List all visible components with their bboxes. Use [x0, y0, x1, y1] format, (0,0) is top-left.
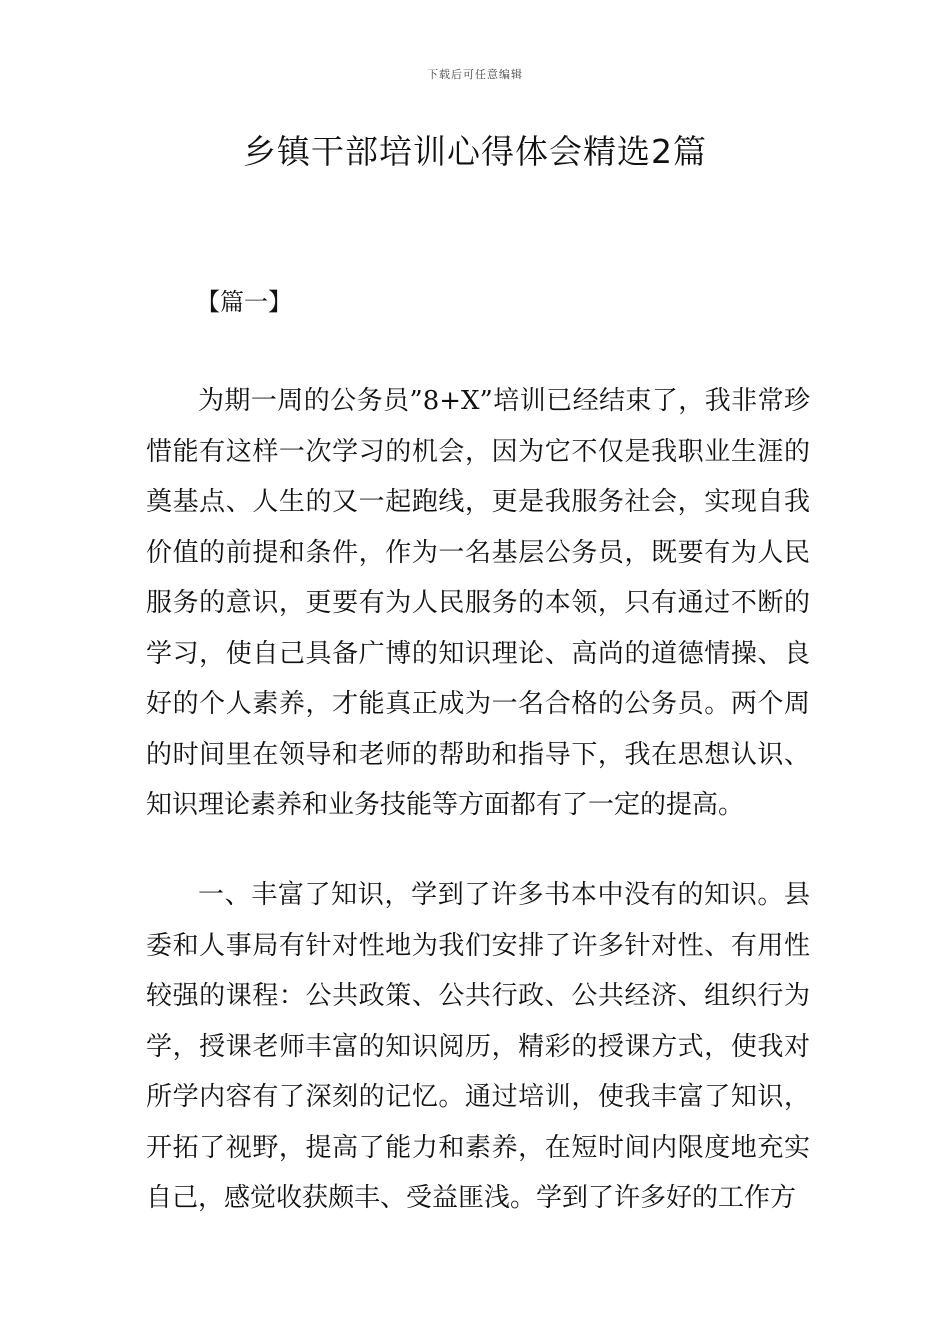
body-paragraph: 一、丰富了知识，学到了许多书本中没有的知识。县委和人事局有针对性地为我们安排了许多针对性、有用性较强的课程：公共政策、公共行政、公共经济、组织行为学，授课老师丰富的知识阅历，精彩的授课方式，使我对所学内容有了深刻的记忆。通过培训，使我丰富了知识，开拓了视野，提高了能力和素养，在短时间内限度地充实自己，感觉收获颇丰、受益匪浅。学到了许多好的工作方	[146, 880, 810, 1213]
header-note: 下载后可任意编辑	[427, 68, 523, 81]
section-label: 【篇一】	[196, 288, 292, 316]
body-paragraph: 为期一周的公务员”8+X”培训已经结束了，我非常珍惜能有这样一次学习的机会，因为它不仅是我职业生涯的奠基点、人生的又一起跑线，更是我服务社会，实现自我价值的前提和条件，作为一名基层公务员，既要有为人民服务的意识，更要有为人民服务的本领，只有通过不断的学习，使自己具备广博的知识理论、高尚的道德情操、良好的个人素养，才能真正成为一名合格的公务员。两个周的时间里在领导和老师的帮助和指导下，我在思想认识、知识理论素养和业务技能等方面都有了一定的提高。	[146, 386, 810, 820]
document-title: 乡镇干部培训心得体会精选2篇	[243, 132, 707, 171]
